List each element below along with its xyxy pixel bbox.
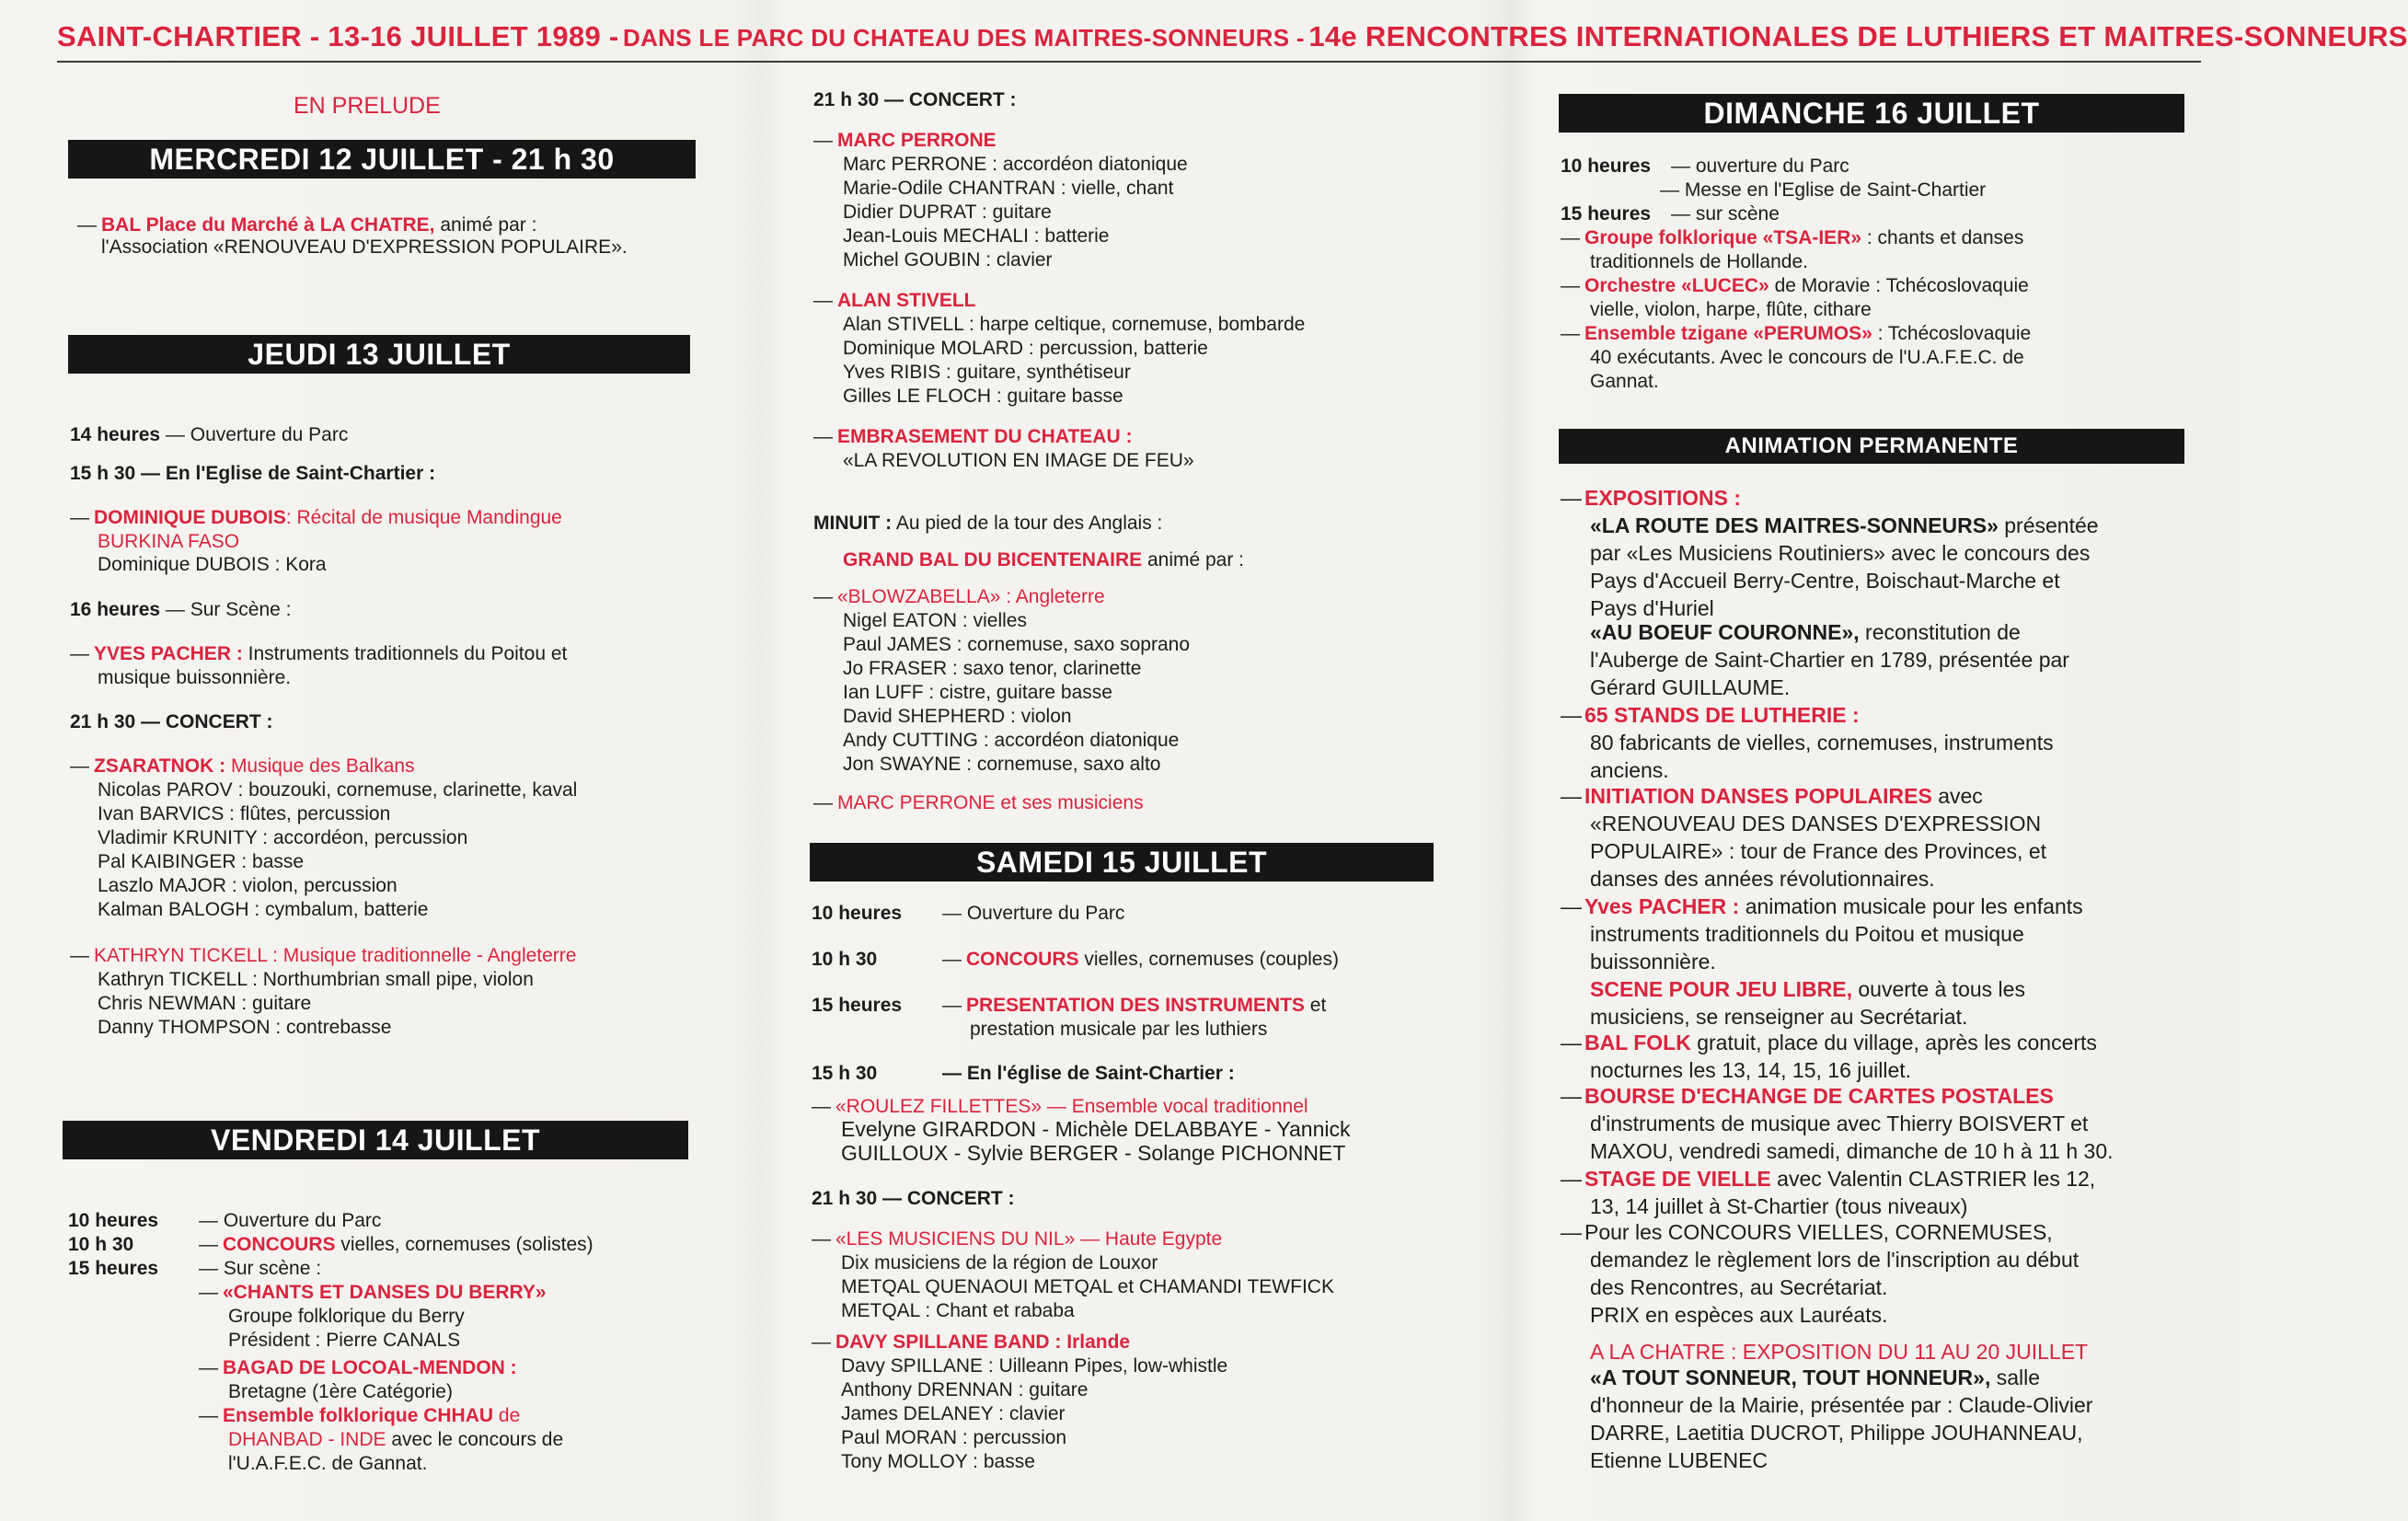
- ensemble-chhau-de: de: [498, 1405, 521, 1426]
- bal-chatre-animated: animé par :: [440, 214, 537, 236]
- spillane-member: James DELANEY : clavier: [841, 1403, 1066, 1424]
- stage-vielle-desc: avec Valentin CLASTRIER les 12,: [1777, 1167, 2096, 1191]
- blowzabella-member: Ian LUFF : cistre, guitare basse: [843, 682, 1112, 703]
- sat-opening: — Ouverture du Parc: [942, 903, 1125, 924]
- concours-info-3: des Rencontres, au Secrétariat.: [1590, 1275, 1888, 1299]
- spillane-member: Tony MOLLOY : basse: [841, 1451, 1035, 1472]
- bal-chatre-association: l'Association «RENOUVEAU D'EXPRESSION POPULAIRE».: [101, 236, 628, 258]
- initiation-desc-2: POPULAIRE» : tour de France des Provinces, et: [1590, 839, 2047, 863]
- sat-time-15: 15 heures: [812, 995, 903, 1016]
- scene-open: ouverte à tous les: [1858, 977, 2025, 1001]
- chhau-uafec: l'U.A.F.E.C. de Gannat.: [228, 1453, 428, 1474]
- sun-time-15: 15 heures: [1561, 203, 1652, 225]
- bourse-echange: BOURSE D'ECHANGE DE CARTES POSTALES: [1584, 1084, 2054, 1108]
- tickell-member: Chris NEWMAN : guitare: [98, 993, 312, 1014]
- route-presented: présentée: [2004, 513, 2099, 537]
- yves-animation-desc-3: buissonnière.: [1590, 950, 1716, 974]
- header-date: SAINT-CHARTIER - 13-16 JUILLET 1989 -: [57, 20, 619, 52]
- perumos-desc: 40 exécutants. Avec le concours de l'U.A.F.E.C. de: [1590, 347, 2024, 368]
- midnight-label: MINUIT :: [813, 513, 893, 534]
- spillane-member: Paul MORAN : percussion: [841, 1427, 1067, 1448]
- sun-stage: — sur scène: [1671, 203, 1780, 225]
- sunday-heading: DIMANCHE 16 JUILLET: [1559, 94, 2184, 133]
- stands-desc: 80 fabricants de vielles, cornemuses, instruments: [1590, 731, 2054, 755]
- spillane-member: Davy SPILLANE : Uilleann Pipes, low-whistle: [841, 1355, 1228, 1377]
- perumos-origin: : Tchécoslovaquie: [1877, 323, 2032, 344]
- tsa-ier-desc-2: traditionnels de Hollande.: [1590, 251, 1808, 272]
- blowzabella: «BLOWZABELLA» : Angleterre: [837, 586, 1105, 607]
- lucec: Orchestre «LUCEC»: [1584, 275, 1769, 296]
- blowzabella-member: Jon SWAYNE : cornemuse, saxo alto: [843, 754, 1161, 775]
- header-location: DANS LE PARC DU CHATEAU DES MAITRES-SONNEURS -: [623, 24, 1305, 52]
- fri-concert: 21 h 30 — CONCERT :: [813, 89, 1017, 110]
- expo-desc-7: Gérard GUILLAUME.: [1590, 675, 1791, 699]
- perrone-member: Marie-Odile CHANTRAN : vielle, chant: [843, 178, 1174, 199]
- blowzabella-member: Nigel EATON : vielles: [843, 610, 1027, 631]
- berry-group: Groupe folklorique du Berry: [228, 1306, 465, 1327]
- zsaratnok-member: Vladimir KRUNITY : accordéon, percussion: [98, 827, 468, 848]
- bourse-desc-2: MAXOU, vendredi samedi, dimanche de 10 h à 11 h 30.: [1590, 1139, 2114, 1163]
- thu-stage: — Sur Scène :: [165, 599, 292, 620]
- davy-spillane-band: DAVY SPILLANE BAND : Irlande: [835, 1331, 1131, 1353]
- sat-time-1030: 10 h 30: [812, 949, 878, 970]
- concours-prix: PRIX en espèces aux Lauréats.: [1590, 1303, 1888, 1327]
- stage-vielle: STAGE DE VIELLE: [1584, 1167, 1771, 1191]
- stands-lutherie: 65 STANDS DE LUTHERIE :: [1584, 703, 1860, 727]
- thu-opening: — Ouverture du Parc: [165, 424, 349, 445]
- fri-stage: — Sur scène :: [199, 1258, 322, 1279]
- expo-desc-3: Pays d'Accueil Berry-Centre, Boischaut-Marche et: [1590, 569, 2060, 593]
- marc-perrone-musicians: MARC PERRONE et ses musiciens: [837, 792, 1144, 813]
- zsaratnok-genre: Musique des Balkans: [230, 755, 415, 777]
- bal-chatre: BAL Place du Marché à LA CHATRE,: [101, 214, 435, 236]
- thu-church: 15 h 30 — En l'Eglise de Saint-Chartier :: [70, 463, 436, 484]
- roulez-members-1: Evelyne GIRARDON - Michèle DELABBAYE - Yannick: [841, 1117, 1351, 1141]
- yves-pacher-desc-2: musique buissonnière.: [98, 667, 292, 688]
- blowzabella-member: David SHEPHERD : violon: [843, 706, 1072, 727]
- berry-president: Président : Pierre CANALS: [228, 1330, 461, 1351]
- bal-folk: BAL FOLK: [1584, 1031, 1691, 1054]
- roulez-members-2: GUILLOUX - Sylvie BERGER - Solange PICHONNET: [841, 1141, 1346, 1165]
- perrone-member: Didier DUPRAT : guitare: [843, 202, 1052, 223]
- thu-time-14: 14 heures: [70, 424, 161, 445]
- nil-desc-1: Dix musiciens de la région de Louxor: [841, 1252, 1158, 1273]
- zsaratnok-member: Kalman BALOGH : cymbalum, batterie: [98, 899, 429, 920]
- zsaratnok-member: Ivan BARVICS : flûtes, percussion: [98, 803, 391, 824]
- presentation-luthiers: prestation musicale par les luthiers: [970, 1019, 1268, 1040]
- midnight-location: Au pied de la tour des Anglais :: [895, 513, 1163, 534]
- yves-animation-desc-2: instruments traditionnels du Poitou et musique: [1590, 922, 2024, 946]
- fri-time-15: 15 heures: [68, 1258, 159, 1279]
- fri-contest-desc: vielles, cornemuses (solistes): [340, 1234, 593, 1255]
- dubois-kora: Dominique DUBOIS : Kora: [98, 554, 327, 575]
- concours-info-2: demandez le règlement lors de l'inscription au début: [1590, 1248, 2080, 1272]
- bourse-desc-1: d'instruments de musique avec Thierry BOISVERT et: [1590, 1112, 2089, 1135]
- perrone-member: Michel GOUBIN : clavier: [843, 249, 1053, 271]
- ensemble-chhau: Ensemble folklorique CHHAU: [223, 1405, 494, 1426]
- stivell-member: Alan STIVELL : harpe celtique, cornemuse, bombarde: [843, 314, 1306, 335]
- stivell-member: Gilles LE FLOCH : guitare basse: [843, 386, 1123, 407]
- fri-time-10: 10 heures: [68, 1210, 159, 1231]
- zsaratnok-member: Pal KAIBINGER : basse: [98, 851, 305, 872]
- route-maitres-sonneurs: «LA ROUTE DES MAITRES-SONNEURS»: [1590, 513, 1999, 537]
- tickell-member: Danny THOMPSON : contrebasse: [98, 1017, 392, 1038]
- header-title: 14e RENCONTRES INTERNATIONALES DE LUTHIERS ET MAITRES-SONNEURS: [1308, 20, 2408, 52]
- revolution-feu: «LA REVOLUTION EN IMAGE DE FEU»: [843, 450, 1194, 471]
- expo-desc-2: par «Les Musiciens Routiniers» avec le concours des: [1590, 541, 2091, 565]
- instrument-presentation: PRESENTATION DES INSTRUMENTS: [966, 995, 1305, 1016]
- bagad-locoal-mendon: BAGAD DE LOCOAL-MENDON :: [223, 1357, 517, 1378]
- sun-time-10: 10 heures: [1561, 156, 1652, 177]
- perumos-desc-2: Gannat.: [1590, 371, 1659, 392]
- bal-folk-desc: gratuit, place du village, après les concerts: [1697, 1031, 2097, 1054]
- fri-time-1030: 10 h 30: [68, 1234, 134, 1255]
- bal-folk-dates: nocturnes les 13, 14, 15, 16 juillet.: [1590, 1058, 1912, 1082]
- tsa-ier: Groupe folklorique «TSA-IER»: [1584, 227, 1862, 248]
- thursday-heading: JEUDI 13 JUILLET: [68, 335, 690, 374]
- perumos: Ensemble tzigane «PERUMOS»: [1584, 323, 1872, 344]
- yves-animation-desc: animation musicale pour les enfants: [1745, 894, 2083, 918]
- animation-heading: ANIMATION PERMANENTE: [1559, 429, 2184, 464]
- chatre-desc-3: DARRE, Laetitia DUCROT, Philippe JOUHANNEAU,: [1590, 1421, 2083, 1445]
- expo-desc-4: Pays d'Huriel: [1590, 596, 1714, 620]
- embrasement-chateau: EMBRASEMENT DU CHATEAU :: [837, 426, 1133, 447]
- perrone-member: Jean-Louis MECHALI : batterie: [843, 225, 1110, 247]
- chatre-desc-2: d'honneur de la Mairie, présentée par : Claude-Olivier: [1590, 1393, 2093, 1417]
- chants-danses-berry: «CHANTS ET DANSES DU BERRY»: [223, 1282, 547, 1303]
- nil-desc-3: METQAL : Chant et rababa: [841, 1300, 1075, 1321]
- fri-contest: CONCOURS: [223, 1234, 336, 1255]
- burkina-faso: BURKINA FASO: [98, 531, 240, 552]
- yves-pacher: YVES PACHER :: [94, 643, 243, 664]
- chhau-concours: avec le concours de: [391, 1429, 564, 1450]
- lucec-instruments: vielle, violon, harpe, flûte, cithare: [1590, 299, 1872, 320]
- blowzabella-member: Jo FRASER : saxo tenor, clarinette: [843, 658, 1142, 679]
- tsa-ier-desc: : chants et danses: [1866, 227, 2024, 248]
- sat-church: — En l'église de Saint-Chartier :: [942, 1063, 1235, 1084]
- expositions: EXPOSITIONS :: [1584, 486, 1741, 510]
- thu-time-16: 16 heures: [70, 599, 161, 620]
- zsaratnok-member: Nicolas PAROV : bouzouki, cornemuse, clarinette, kaval: [98, 779, 578, 801]
- dominique-dubois: DOMINIQUE DUBOIS: [94, 507, 286, 528]
- roulez-fillettes: «ROULEZ FILLETTES» — Ensemble vocal traditionnel: [835, 1096, 1308, 1117]
- initiation-danses: INITIATION DANSES POPULAIRES: [1584, 784, 1932, 808]
- tout-sonneur-salle: salle: [1996, 1365, 2041, 1389]
- bagad-category: Bretagne (1ère Catégorie): [228, 1381, 453, 1402]
- sat-time-10: 10 heures: [812, 903, 903, 924]
- sun-opening: — ouverture du Parc: [1671, 156, 1849, 177]
- yves-pacher-animation: Yves PACHER :: [1584, 894, 1740, 918]
- saturday-heading: SAMEDI 15 JUILLET: [810, 843, 1434, 881]
- sat-contest: CONCOURS: [966, 949, 1079, 970]
- perrone-member: Marc PERRONE : accordéon diatonique: [843, 154, 1188, 175]
- initiation-desc-1: «RENOUVEAU DES DANSES D'EXPRESSION: [1590, 812, 2042, 835]
- blowzabella-member: Paul JAMES : cornemuse, saxo soprano: [843, 634, 1191, 655]
- sun-mass: — Messe en l'Eglise de Saint-Chartier: [1660, 179, 1987, 201]
- initiation-desc-3: danses des années révolutionnaires.: [1590, 867, 1935, 891]
- tout-sonneur: «A TOUT SONNEUR, TOUT HONNEUR»,: [1590, 1365, 1991, 1389]
- expo-desc-6: l'Auberge de Saint-Chartier en 1789, présentée par: [1590, 648, 2069, 672]
- sat-concert: 21 h 30 — CONCERT :: [812, 1188, 1015, 1209]
- dominique-dubois-recital: : Récital de musique Mandingue: [285, 507, 562, 528]
- tickell-member: Kathryn TICKELL : Northumbrian small pipe, violon: [98, 969, 534, 990]
- nil-desc-2: METQAL QUENAOUI METQAL et CHAMANDI TEWFICK: [841, 1276, 1334, 1297]
- kathryn-tickell: KATHRYN TICKELL : Musique traditionnelle - Angleterre: [94, 945, 577, 966]
- spillane-member: Anthony DRENNAN : guitare: [841, 1379, 1089, 1400]
- fri-opening: — Ouverture du Parc: [199, 1210, 382, 1231]
- marc-perrone: MARC PERRONE: [837, 130, 997, 151]
- stivell-member: Dominique MOLARD : percussion, batterie: [843, 338, 1208, 359]
- yves-pacher-desc: Instruments traditionnels du Poitou et: [248, 643, 568, 664]
- scene-desc: musiciens, se renseigner au Secrétariat.: [1590, 1005, 1968, 1029]
- thu-concert: 21 h 30 — CONCERT :: [70, 711, 273, 732]
- scene-jeu-libre: SCENE POUR JEU LIBRE,: [1590, 977, 1852, 1001]
- boeuf-desc: reconstitution de: [1865, 620, 2021, 644]
- wednesday-heading: MERCREDI 12 JUILLET - 21 h 30: [68, 140, 696, 179]
- grand-bal-animated: animé par :: [1146, 549, 1245, 570]
- lucec-origin: de Moravie : Tchécoslovaquie: [1774, 275, 2029, 296]
- concours-info-1: Pour les CONCOURS VIELLES, CORNEMUSES,: [1584, 1220, 2053, 1244]
- stands-desc-2: anciens.: [1590, 758, 1669, 782]
- sat-time-1530: 15 h 30: [812, 1063, 878, 1084]
- zsaratnok: ZSARATNOK :: [94, 755, 226, 777]
- stivell-member: Yves RIBIS : guitare, synthétiseur: [843, 362, 1131, 383]
- stage-vielle-dates: 13, 14 juillet à St-Chartier (tous niveaux): [1590, 1194, 1968, 1218]
- boeuf-couronne: «AU BOEUF COURONNE»,: [1590, 620, 1860, 644]
- dhanbad-inde: DHANBAD - INDE: [228, 1429, 386, 1450]
- musiciens-du-nil: «LES MUSICIENS DU NIL» — Haute Egypte: [835, 1228, 1223, 1250]
- blowzabella-member: Andy CUTTING : accordéon diatonique: [843, 730, 1180, 751]
- presentation-et: et: [1309, 995, 1327, 1016]
- sat-contest-desc: vielles, cornemuses (couples): [1084, 949, 1339, 970]
- chatre-exposition: A LA CHATRE : EXPOSITION DU 11 AU 20 JUILLET: [1590, 1340, 2089, 1364]
- page-header: [57, 20, 2408, 63]
- chatre-desc-4: Etienne LUBENEC: [1590, 1448, 1769, 1472]
- prelude-label: EN PRELUDE: [294, 93, 441, 119]
- friday-heading: VENDREDI 14 JUILLET: [63, 1121, 688, 1159]
- zsaratnok-member: Laszlo MAJOR : violon, percussion: [98, 875, 397, 896]
- grand-bal-bicentenaire: GRAND BAL DU BICENTENAIRE: [843, 549, 1143, 570]
- initiation-avec: avec: [1938, 784, 1983, 808]
- alan-stivell: ALAN STIVELL: [837, 290, 976, 311]
